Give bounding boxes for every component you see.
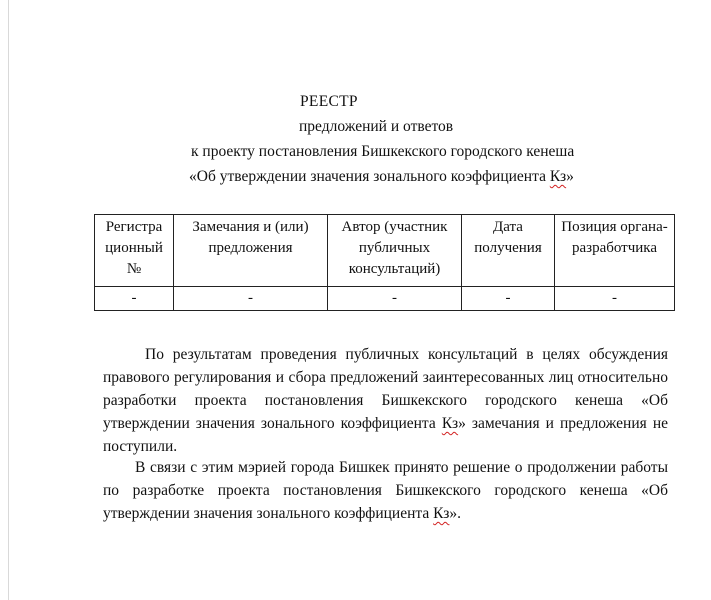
page-edge (8, 0, 9, 600)
table-row (95, 287, 675, 311)
column-header-author: Автор (участник публичных консультаций) (328, 215, 462, 287)
column-header-reg-number: Регистра ционный № (95, 215, 174, 287)
document-title: РЕЕСТР (300, 93, 358, 110)
registry-table (94, 214, 675, 311)
table-cell: - (555, 287, 675, 311)
body-paragraph-2 (103, 456, 668, 525)
table-cell: - (174, 287, 328, 311)
title-line-1: предложений и ответов (299, 118, 454, 135)
body-paragraph-1 (103, 343, 668, 458)
paragraph-2-text: В связи с этим мэрией города Бишкек принято решение о продолжении работы по разработке проекта постановления Бишкекского городского кенеша «Об утверждении значения зонального коэффициента (103, 459, 668, 522)
spellcheck-code: Кз (549, 168, 567, 185)
paragraph-2-end: ». (449, 505, 462, 522)
spellcheck-code: Кз (433, 505, 450, 522)
title-line-3-text: «Об утверждении значения зонального коэффициента (189, 168, 550, 185)
column-header-position: Позиция органа-разработчика (555, 215, 675, 287)
paragraph-1-text: По результатам проведения публичных консультаций в целях обсуждения правового регулирования и сбора предложений заинтересованных лиц относительно разработки проекта постановления Бишкекского городского кенеша «Об утверждении значения зонального коэффициента (103, 346, 668, 432)
title-line-3 (189, 166, 574, 188)
paragraph-1-end: » замечания и предложения не поступили. (103, 415, 668, 455)
title-line-2: к проекту постановления Бишкекского городского кенеша (191, 143, 575, 160)
spellcheck-code: Кз (441, 415, 459, 432)
column-header-date: Дата получения (462, 215, 555, 287)
table-header-row (95, 215, 675, 287)
column-header-comments: Замечания и (или) предложения (174, 215, 328, 287)
table-cell: - (95, 287, 174, 311)
table-cell: - (462, 287, 555, 311)
table-cell: - (328, 287, 462, 311)
title-line-3-end: » (566, 168, 574, 185)
